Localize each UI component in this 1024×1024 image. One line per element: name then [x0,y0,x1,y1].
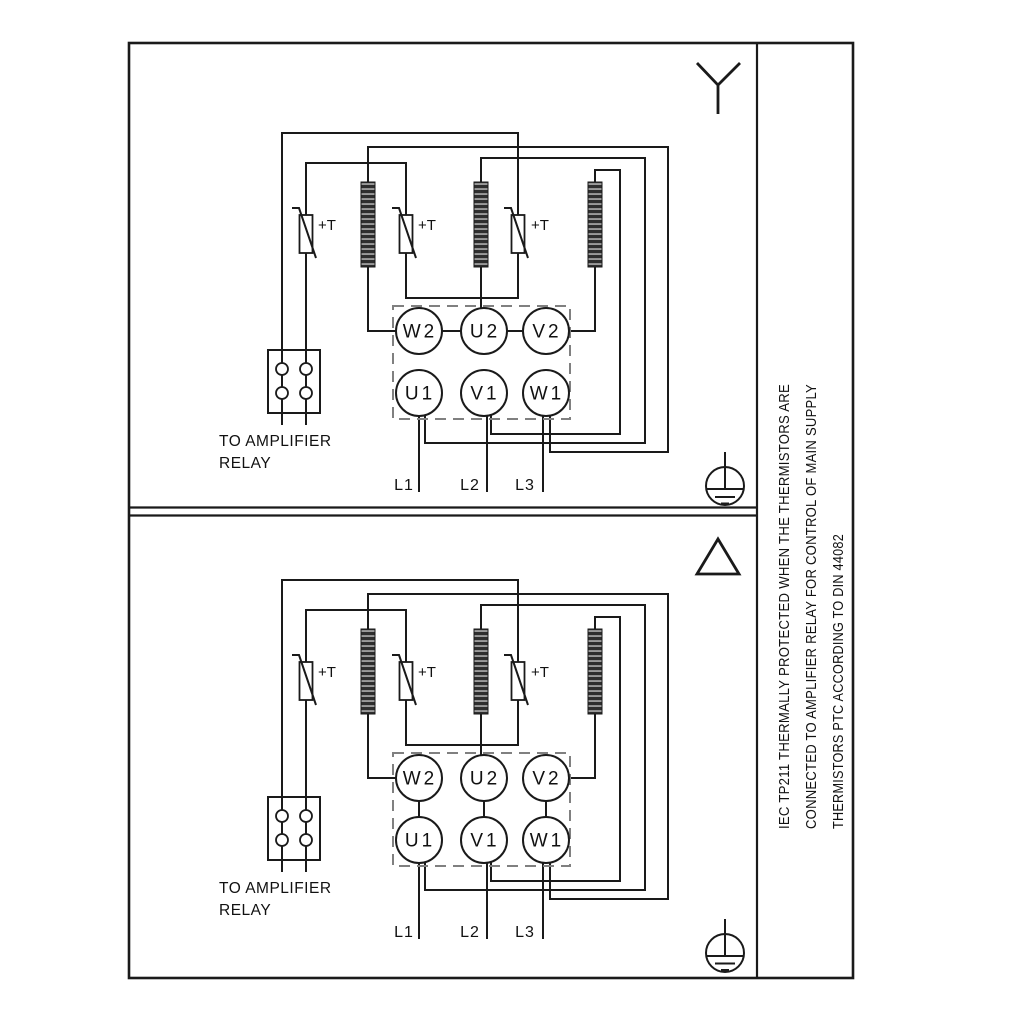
star-connection-icon [697,63,740,114]
supply-line-label-l2: L2 [460,477,480,494]
terminal-label-v2: V2 [532,321,562,343]
winding-coil-3 [588,629,602,714]
thermistor-1 [292,208,336,258]
thermistor-label: +T [418,217,436,234]
panel-delta [219,539,744,972]
relay-note-line-1: TO AMPLIFIER [219,880,332,897]
winding-coil-1 [361,629,375,714]
thermistor-3 [504,655,549,705]
relay-terminal-block [268,797,320,860]
supply-line-label-l1: L1 [394,477,414,494]
side-note-line-1: IEC TP211 THERMALLY PROTECTED WHEN THE THERMISTORS ARE [776,320,793,829]
side-note-column [776,316,847,829]
panel-star [219,63,744,505]
side-note-line-2: CONNECTED TO AMPLIFIER RELAY FOR CONTROL OF MAIN SUPPLY [803,316,820,829]
winding-coil-3 [588,182,602,267]
relay-terminal-block [268,350,320,413]
terminal-label-w1: W1 [529,383,565,405]
terminal-label-u1: U1 [404,830,436,852]
earth-ground-icon [706,452,744,505]
winding-coil-2 [474,629,488,714]
thermistor-1 [292,655,336,705]
relay-note-line-1: TO AMPLIFIER [219,433,332,450]
supply-line-label-l1: L1 [394,924,414,941]
supply-line-label-l2: L2 [460,924,480,941]
terminal-label-u2: U2 [469,321,501,343]
terminal-label-w2: W2 [402,321,438,343]
terminal-label-u2: U2 [469,768,501,790]
thermistor-label: +T [418,664,436,681]
delta-connection-icon [697,539,739,574]
thermistor-label: +T [318,664,336,681]
winding-coil-2 [474,182,488,267]
supply-line-label-l3: L3 [515,924,535,941]
earth-ground-icon [706,919,744,972]
terminal-label-v1: V1 [470,383,500,405]
terminal-label-w2: W2 [402,768,438,790]
relay-note-line-2: RELAY [219,902,272,919]
terminal-label-w1: W1 [529,830,565,852]
terminal-label-u1: U1 [404,383,436,405]
relay-note-line-2: RELAY [219,455,272,472]
winding-coil-1 [361,182,375,267]
thermistor-3 [504,208,549,258]
terminal-label-v2: V2 [532,768,562,790]
thermistor-label: +T [318,217,336,234]
thermistor-label: +T [531,664,549,681]
supply-line-label-l3: L3 [515,477,535,494]
thermistor-2 [392,208,436,258]
terminal-board [396,755,569,863]
thermistor-2 [392,655,436,705]
terminal-board [396,308,569,416]
thermistor-label: +T [531,217,549,234]
terminal-label-v1: V1 [470,830,500,852]
side-note-line-3: THERMISTORS PTC ACCORDING TO DIN 44082 [830,479,847,829]
